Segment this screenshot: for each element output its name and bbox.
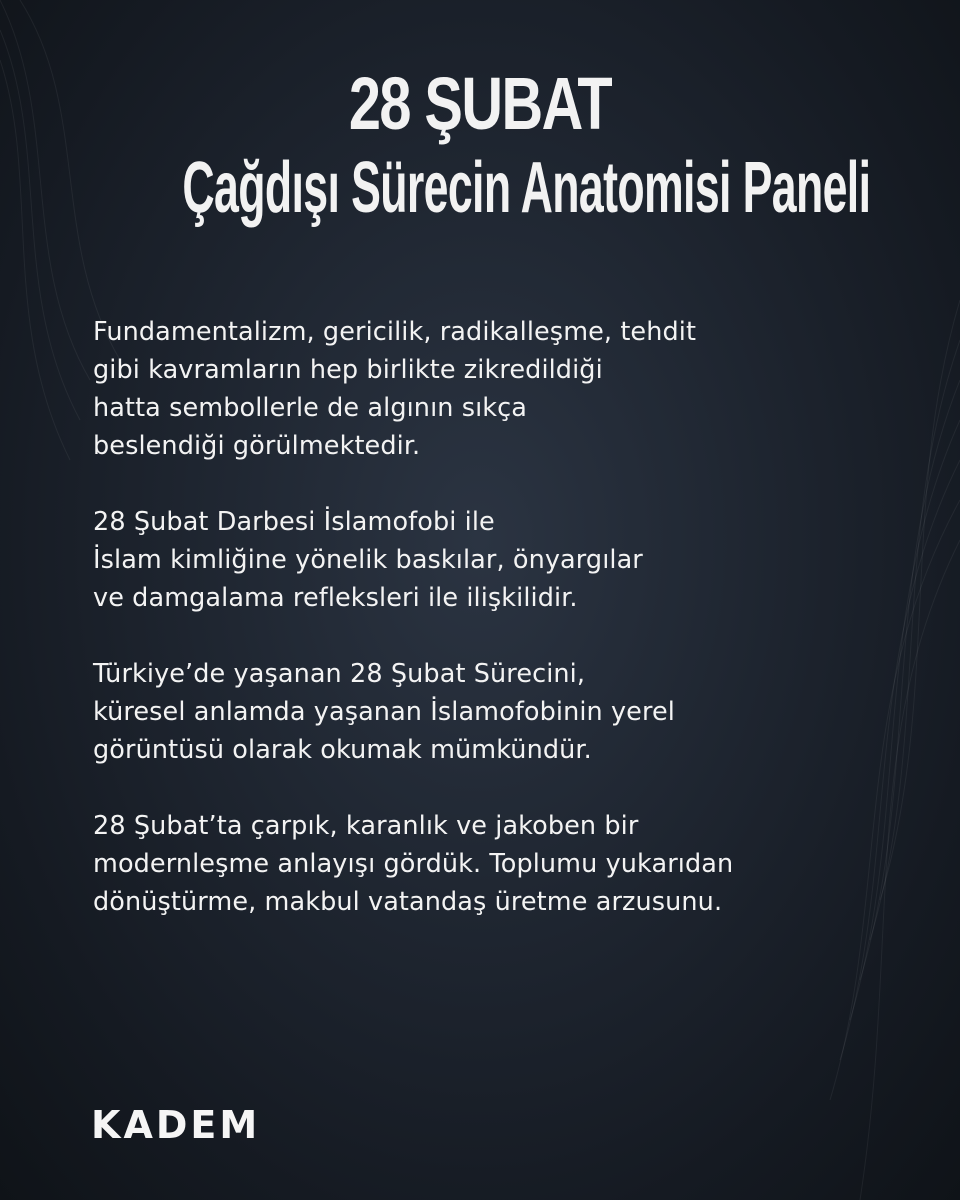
body-text bbox=[93, 313, 913, 959]
brand-logo: KADEM bbox=[91, 1103, 261, 1147]
paragraph-line: 28 Şubat’ta çarpık, karanlık ve jakoben bir bbox=[93, 811, 639, 841]
paragraph-line: beslendiği görülmektedir. bbox=[93, 431, 421, 461]
paragraph-1 bbox=[93, 313, 913, 465]
paragraph-line: görüntüsü olarak okumak mümkündür. bbox=[93, 735, 592, 765]
paragraph-line: ve damgalama refleksleri ile ilişkilidir. bbox=[93, 583, 578, 613]
paragraph-line: hatta sembollerle de algının sıkça bbox=[93, 393, 527, 423]
paragraph-line: Türkiye’de yaşanan 28 Şubat Sürecini, bbox=[93, 659, 586, 689]
paragraph-line: 28 Şubat Darbesi İslamofobi ile bbox=[93, 507, 495, 537]
paragraph-line: Fundamentalizm, gericilik, radikalleşme, tehdit bbox=[93, 317, 697, 347]
paragraph-line: gibi kavramların hep birlikte zikredildiği bbox=[93, 355, 603, 385]
paragraph-line: dönüştürme, makbul vatandaş üretme arzusunu. bbox=[93, 887, 723, 917]
paragraph-2 bbox=[93, 503, 913, 617]
paragraph-line: küresel anlamda yaşanan İslamofobinin yerel bbox=[93, 697, 675, 727]
paragraph-line: İslam kimliğine yönelik baskılar, önyargılar bbox=[93, 545, 643, 575]
paragraph-3 bbox=[93, 655, 913, 769]
page-title: 28 ŞUBAT bbox=[348, 62, 612, 145]
paragraph-4 bbox=[93, 807, 913, 921]
title-block bbox=[0, 62, 960, 230]
page-subtitle: Çağdışı Sürecin Anatomisi Paneli bbox=[182, 148, 871, 228]
paragraph-line: modernleşme anlayışı gördük. Toplumu yukarıdan bbox=[93, 849, 734, 879]
